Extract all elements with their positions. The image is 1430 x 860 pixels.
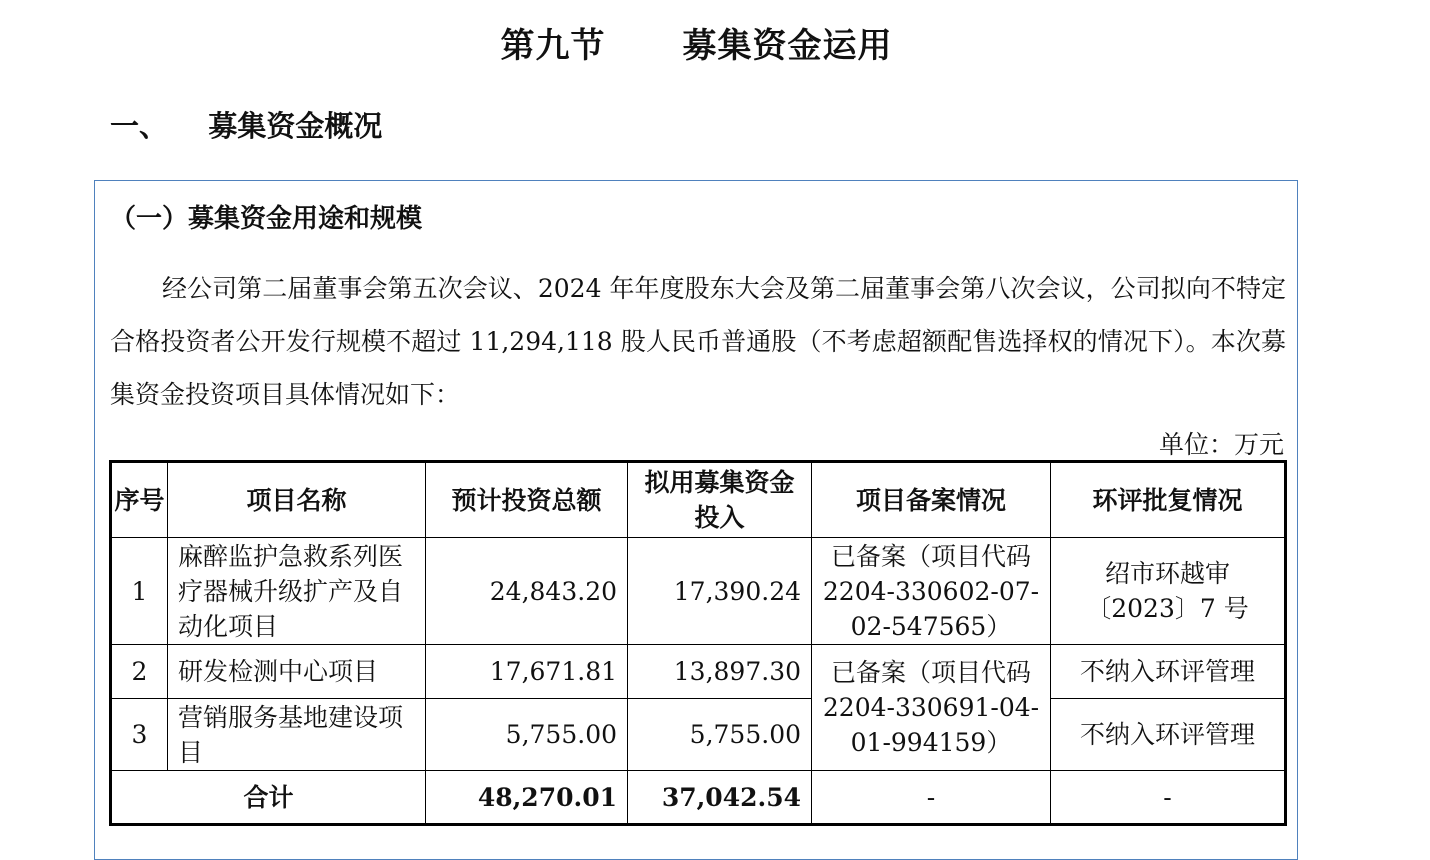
- cell-name: 麻醉监护急救系列医疗器械升级扩产及自动化项目: [168, 538, 426, 645]
- total-label: 合计: [111, 771, 426, 825]
- cell-raised: 5,755.00: [628, 699, 812, 771]
- cell-seq: 2: [111, 645, 168, 699]
- table-row: [111, 538, 1286, 645]
- table-total-row: [111, 771, 1286, 825]
- table-row: [111, 699, 1286, 771]
- cell-name: 营销服务基地建设项目: [168, 699, 426, 771]
- cell-seq: 3: [111, 699, 168, 771]
- cell-seq: 1: [111, 538, 168, 645]
- box-heading: （一）募集资金用途和规模: [110, 204, 423, 234]
- cell-eia: 不纳入环评管理: [1051, 699, 1286, 771]
- unit-label: 单位：万元: [1158, 430, 1284, 459]
- cell-name: 研发检测中心项目: [168, 645, 426, 699]
- cell-total: 24,843.20: [426, 538, 628, 645]
- intro-paragraph: 经公司第二届董事会第五次会议、2024 年年度股东大会及第二届董事会第八次会议，公司拟向不特定合格投资者公开发行规模不超过 11,294,118 股人民币普通股（不考虑超额配售选择权的情况下）。本次募集资金投资项目具体情况如下：: [110, 274, 1286, 409]
- header-total: 预计投资总额: [426, 462, 628, 538]
- total-total: 48,270.01: [426, 771, 628, 825]
- header-filing: 项目备案情况: [812, 462, 1051, 538]
- cell-raised: 17,390.24: [628, 538, 812, 645]
- section-title: 第九节 募集资金运用: [500, 26, 893, 66]
- cell-total: 17,671.81: [426, 645, 628, 699]
- total-filing: -: [812, 771, 1051, 825]
- header-raised: 拟用募集资金投入: [628, 462, 812, 538]
- cell-filing: 已备案（项目代码2204-330602-07-02-547565）: [812, 538, 1051, 645]
- fund-table: [109, 460, 1287, 826]
- cell-eia: 不纳入环评管理: [1051, 645, 1286, 699]
- cell-eia: 绍市环越审〔2023〕7 号: [1051, 538, 1286, 645]
- header-name: 项目名称: [168, 462, 426, 538]
- table-header-row: [111, 462, 1286, 538]
- total-eia: -: [1051, 771, 1286, 825]
- cell-raised: 13,897.30: [628, 645, 812, 699]
- cell-filing: 已备案（项目代码2204-330691-04-01-994159）: [812, 645, 1051, 771]
- header-seq: 序号: [111, 462, 168, 538]
- heading: 一、 募集资金概况: [110, 109, 383, 143]
- cell-total: 5,755.00: [426, 699, 628, 771]
- total-raised: 37,042.54: [628, 771, 812, 825]
- header-eia: 环评批复情况: [1051, 462, 1286, 538]
- table-row: [111, 645, 1286, 699]
